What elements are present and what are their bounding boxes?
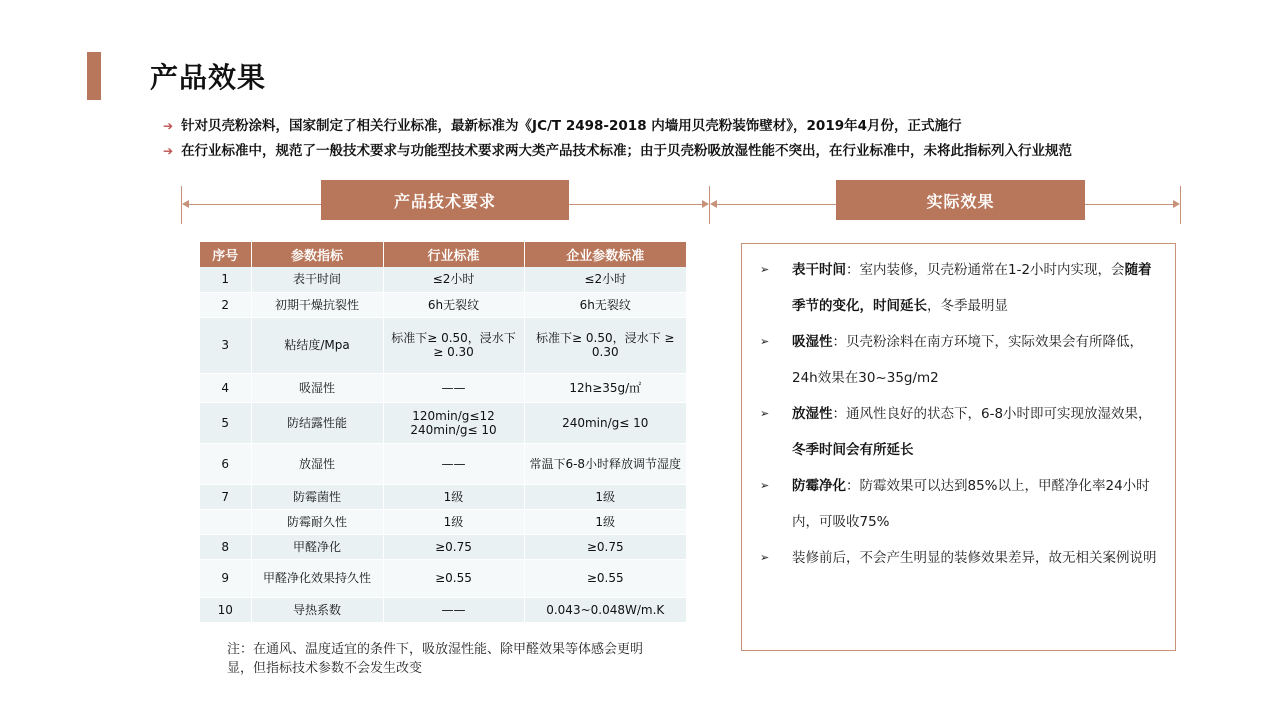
arrow-bullet-icon: ➢: [760, 479, 770, 492]
table-row: [200, 509, 686, 534]
enterprise-standard: 12h≥35g/㎡: [524, 373, 686, 402]
table-header-row: [200, 242, 686, 267]
param-name: 吸湿性: [251, 373, 383, 402]
param-name: 粘结度/Mpa: [251, 317, 383, 373]
industry-standard: ≤2小时: [383, 267, 524, 292]
industry-standard: 6h无裂纹: [383, 292, 524, 317]
section-header-tech-requirements: 产品技术要求: [321, 180, 569, 220]
param-name: 放湿性: [251, 443, 383, 484]
connector-line: [716, 204, 836, 205]
industry-standard: 标准下≥ 0.50，浸水下 ≥ 0.30: [383, 317, 524, 373]
column-header: 参数指标: [251, 242, 383, 267]
effect-emphasis: 冬季时间会有所延长: [792, 442, 914, 458]
arrow-bullet-icon: ➔: [163, 119, 174, 133]
row-number: 9: [200, 559, 251, 597]
table-row: [200, 267, 686, 292]
enterprise-standard: ≥0.75: [524, 534, 686, 559]
enterprise-standard: 6h无裂纹: [524, 292, 686, 317]
param-name: 防结露性能: [251, 402, 383, 443]
effect-item-before-after: [760, 540, 1160, 576]
effect-emphasis: 随着季节的变化，时间延长: [792, 262, 1152, 314]
effect-label: 防霉净化: [792, 478, 846, 494]
intro-bullet-1: [163, 114, 962, 134]
row-number: 5: [200, 402, 251, 443]
industry-standard: ≥0.75: [383, 534, 524, 559]
connector-line: [1085, 204, 1173, 205]
param-name: 甲醛净化效果持久性: [251, 559, 383, 597]
arrow-bullet-icon: ➔: [163, 144, 174, 158]
row-number: [200, 509, 251, 534]
enterprise-standard: 标准下≥ 0.50，浸水下 ≥ 0.30: [524, 317, 686, 373]
page-title: 产品效果: [150, 61, 267, 94]
param-name: 防霉耐久性: [251, 509, 383, 534]
table-row: [200, 402, 686, 443]
arrow-right-icon: [702, 200, 709, 208]
enterprise-standard: 1级: [524, 484, 686, 509]
row-number: 10: [200, 597, 251, 622]
row-number: 7: [200, 484, 251, 509]
arrow-bullet-icon: ➢: [760, 551, 770, 564]
row-number: 1: [200, 267, 251, 292]
section-header-actual-effects: 实际效果: [836, 180, 1085, 220]
row-number: 6: [200, 443, 251, 484]
industry-standard: 1级: [383, 509, 524, 534]
param-name: 表干时间: [251, 267, 383, 292]
industry-standard: 1级: [383, 484, 524, 509]
effect-text: ：防霉效果可以达到85%以上，甲醛净化率24小时内，可吸收75%: [792, 478, 1150, 530]
param-name: 导热系数: [251, 597, 383, 622]
param-name: 初期干燥抗裂性: [251, 292, 383, 317]
table-row: [200, 484, 686, 509]
column-header: 序号: [200, 242, 251, 267]
arrow-bullet-icon: ➢: [760, 335, 770, 348]
industry-standard: ——: [383, 597, 524, 622]
table-footnote: 注：在通风、温度适宜的条件下，吸放湿性能、除甲醛效果等体感会更明显，但指标技术参数不会发生改变: [227, 642, 644, 676]
enterprise-standard: ≥0.55: [524, 559, 686, 597]
enterprise-standard: ≤2小时: [524, 267, 686, 292]
intro-bullet-2-text: 在行业标准中，规范了一般技术要求与功能型技术要求两大类产品技术标准；由于贝壳粉吸放湿性能不突出，在行业标准中，未将此指标列入行业规范: [181, 143, 1073, 159]
divider-tick-right: [1180, 186, 1181, 224]
effect-item-anti-mold: [760, 468, 1160, 540]
row-number: 2: [200, 292, 251, 317]
table-row: [200, 317, 686, 373]
effect-item-moisture-absorption: [760, 324, 1160, 396]
effect-label: 表干时间: [792, 262, 846, 278]
effect-text: ，冬季最明显: [927, 298, 1008, 314]
connector-line: [188, 204, 321, 205]
table-row: [200, 597, 686, 622]
arrow-right-icon: [1173, 200, 1180, 208]
enterprise-standard: 240min/g≤ 10: [524, 402, 686, 443]
industry-standard: ——: [383, 373, 524, 402]
enterprise-standard: 1级: [524, 509, 686, 534]
arrow-bullet-icon: ➢: [760, 407, 770, 420]
tech-spec-table: [200, 242, 686, 623]
effect-text: ：室内装修，贝壳粉通常在1-2小时内实现，会: [846, 262, 1125, 278]
row-number: 3: [200, 317, 251, 373]
title-accent-bar: [87, 52, 101, 100]
actual-effects-box: [741, 243, 1176, 651]
param-name: 甲醛净化: [251, 534, 383, 559]
effect-item-dry-time: [760, 252, 1160, 324]
industry-standard: ——: [383, 443, 524, 484]
row-number: 8: [200, 534, 251, 559]
arrow-bullet-icon: ➢: [760, 263, 770, 276]
row-number: 4: [200, 373, 251, 402]
enterprise-standard: 常温下6-8小时释放调节湿度: [524, 443, 686, 484]
intro-bullet-2: [163, 139, 1072, 159]
param-name: 防霉菌性: [251, 484, 383, 509]
connector-line: [569, 204, 702, 205]
table-row: [200, 292, 686, 317]
enterprise-standard: 0.043~0.048W/m.K: [524, 597, 686, 622]
effect-item-moisture-release: [760, 396, 1160, 468]
industry-standard: ≥0.55: [383, 559, 524, 597]
intro-bullet-1-text: 针对贝壳粉涂料，国家制定了相关行业标准，最新标准为《JC/T 2498-2018 内墙用贝壳粉装饰壁材》，2019年4月份，正式施行: [181, 118, 962, 134]
industry-standard: 120min/g≤12 240min/g≤ 10: [383, 402, 524, 443]
table-row: [200, 559, 686, 597]
effect-label: 放湿性: [792, 406, 833, 422]
effect-text: ：贝壳粉涂料在南方环境下，实际效果会有所降低，24h效果在30~35g/m2: [792, 334, 1143, 386]
table-row: [200, 534, 686, 559]
table-row: [200, 443, 686, 484]
table-row: [200, 373, 686, 402]
effect-label: 吸湿性: [792, 334, 833, 350]
effect-text: ：通风性良好的状态下，6-8小时即可实现放湿效果，: [832, 406, 1152, 422]
column-header: 企业参数标准: [524, 242, 686, 267]
effect-text: 装修前后，不会产生明显的装修效果差异，故无相关案例说明: [792, 550, 1157, 566]
column-header: 行业标准: [383, 242, 524, 267]
